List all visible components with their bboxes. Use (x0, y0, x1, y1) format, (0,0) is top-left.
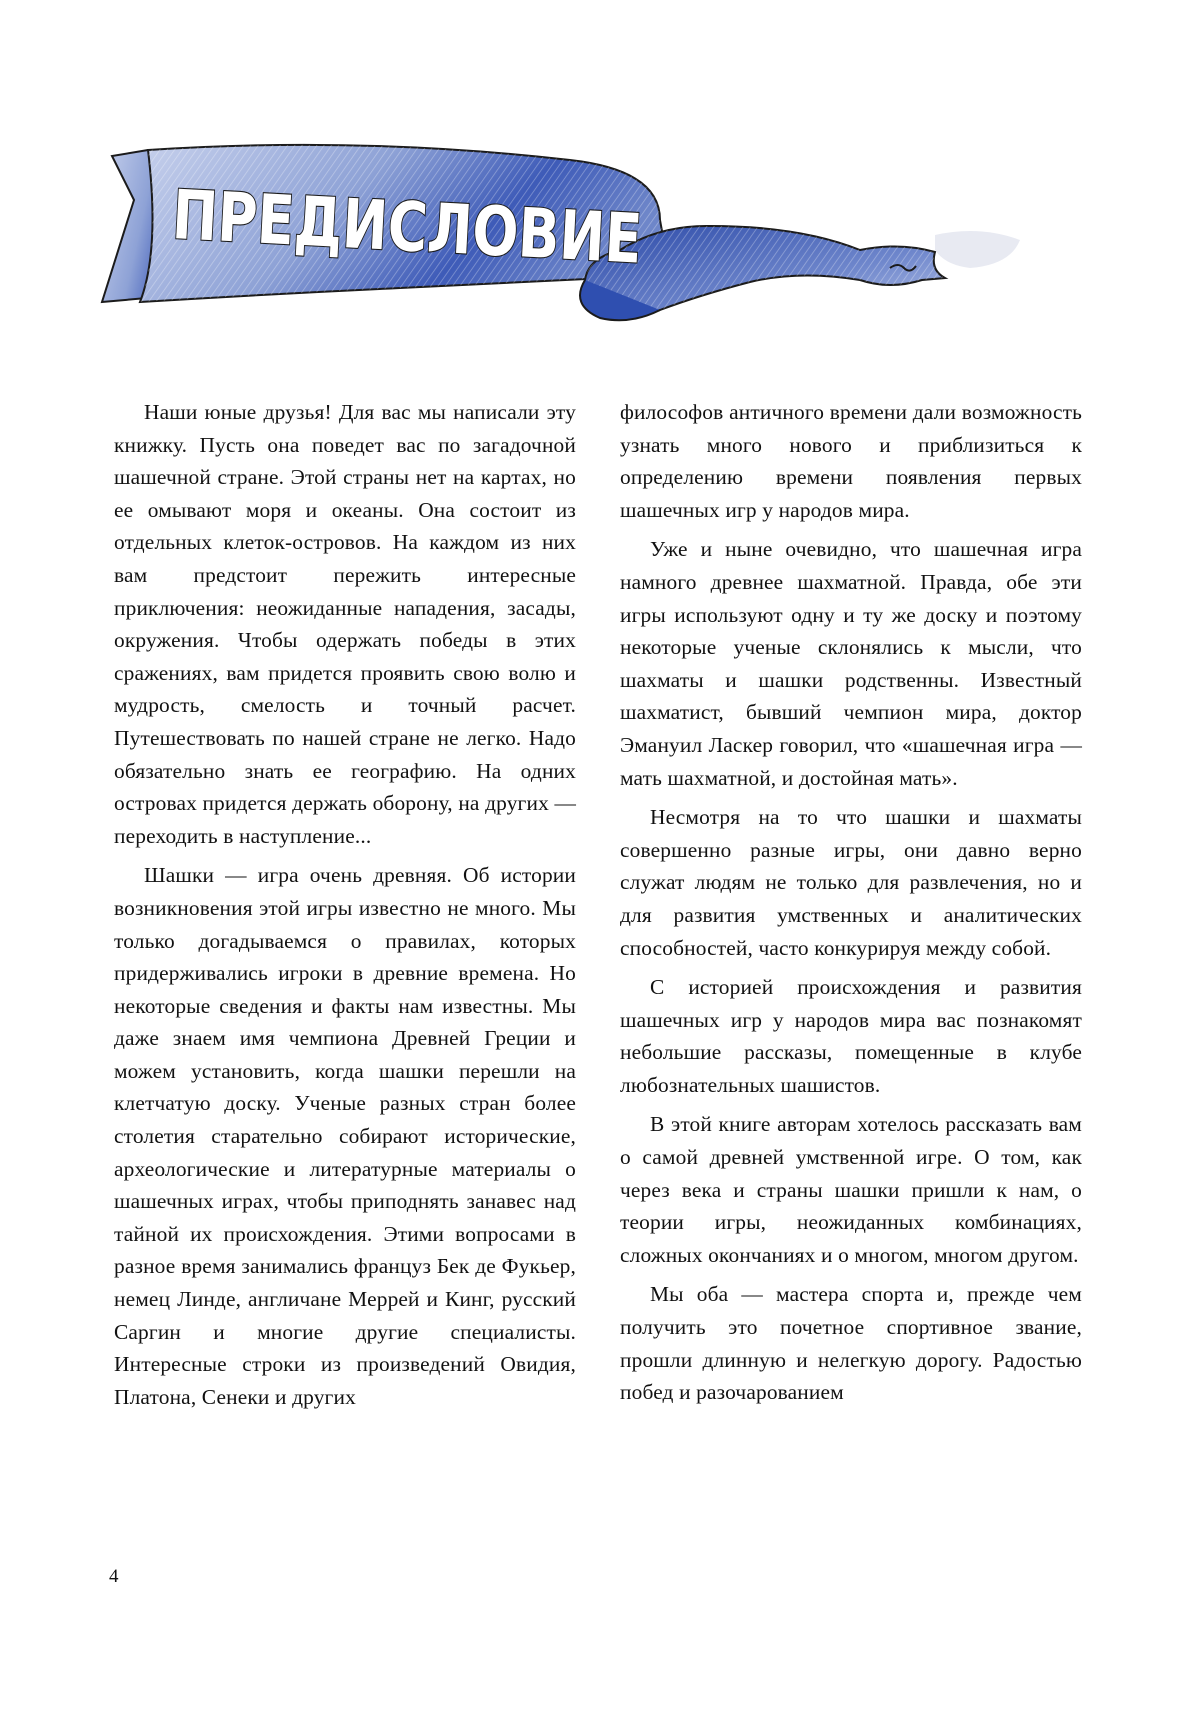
paragraph: Несмотря на то что шашки и шахматы совершенно разные игры, они давно верно служат людям не только для развлечения, но и для развития умственных и аналитических способностей, часто конкурируя между собой. (620, 801, 1082, 964)
paragraph: В этой книге авторам хотелось рассказать вам о самой древней умственной игре. О том, как через века и страны шашки пришли к нам, о теории игры, неожиданных комбинациях, сложных окончаниях и о многом, многом другом. (620, 1108, 1082, 1271)
paragraph: философов античного времени дали возможность узнать много нового и приблизиться к определению времени появления первых шашечных игр у народов мира. (620, 396, 1082, 526)
left-column (114, 396, 576, 1413)
right-column (620, 396, 1082, 1409)
paragraph: Мы оба — мастера спорта и, прежде чем получить это почетное спортивное звание, прошли длинную и нелегкую дорогу. Радостью побед и разочарованием (620, 1278, 1082, 1408)
paragraph: Уже и ныне очевидно, что шашечная игра намного древнее шахматной. Правда, обе эти игры используют одну и ту же доску и поэтому некоторые ученые склонялись к мысли, что шахматы и шашки родственны. Известный шахматист, бывший чемпион мира, доктор Эмануил Ласкер говорил, что «шашечная игра — мать шахматной, и достойная мать». (620, 533, 1082, 794)
paragraph: Шашки — игра очень древняя. Об истории возникновения этой игры известно не много. Мы только догадываемся о правилах, которых придерживались игроки в древние времена. Но некоторые сведения и факты нам известны. Мы даже знаем имя чемпиона Древней Греции и можем установить, когда шашки перешли на клетчатую доску. Ученые разных стран более столетия старательно собирают исторические, археологические и литературные материалы о шашечных играх, чтобы приподнять занавес над тайной их происхождения. Этими вопросами в разное время занимались француз Бек де Фукьер, немец Линде, англичане Меррей и Кинг, русский Саргин и многие другие специалисты. Интересные строки из произведений Овидия, Платона, Сенеки и других (114, 859, 576, 1413)
paragraph: Наши юные друзья! Для вас мы написали эту книжку. Пусть она поведет вас по загадочной шашечной стране. Этой страны нет на картах, но ее омывают моря и океаны. Она состоит из отдельных клеток-островов. На каждом из них вам предстоит пережить интересные приключения: неожиданные нападения, засады, окружения. Чтобы одержать победы в этих сражениях, вам придется проявить свою волю и мудрость, смелость и точный расчет. Путешествовать по нашей стране не легко. Надо обязательно знать ее географию. На одних островах придется держать оборону, на других — переходить в наступление... (114, 396, 576, 852)
paragraph: С историей происхождения и развития шашечных игр у народов мира вас познакомят небольшие рассказы, помещенные в клубе любознательных шашистов. (620, 971, 1082, 1101)
heading-banner (100, 130, 1030, 390)
page-number: 4 (109, 1566, 119, 1588)
page-title: ПРЕДИСЛОВИЕ (170, 176, 643, 279)
